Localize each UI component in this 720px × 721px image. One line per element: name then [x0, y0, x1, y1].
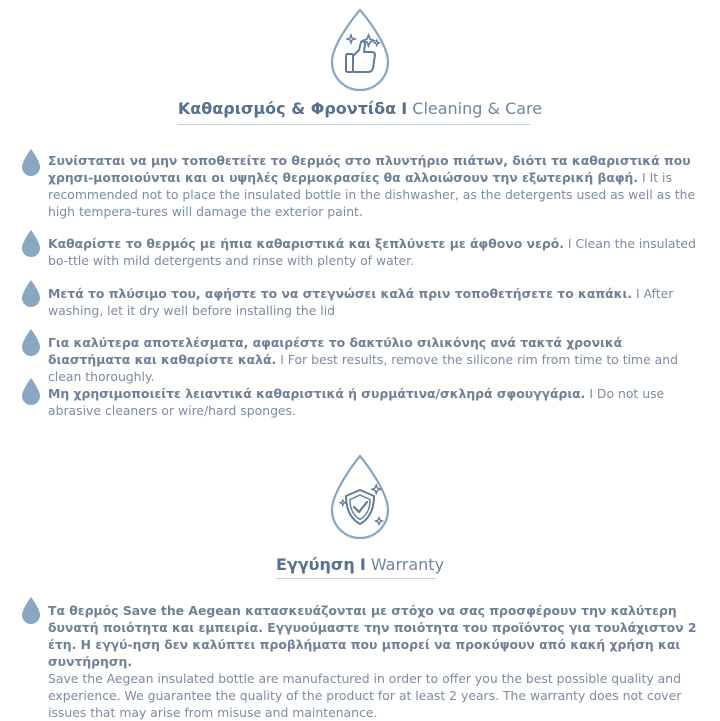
cleaning-heading-gr: Καθαρισμός & Φροντίδα [177, 99, 397, 118]
cleaning-drop-icon [320, 6, 400, 94]
bullet-drop-icon [21, 377, 41, 405]
bullet-drop-icon [21, 148, 41, 176]
bullet-drop-icon [21, 229, 41, 257]
warranty-heading-gr: Εγγύηση [275, 555, 355, 574]
bullet-drop-icon [21, 279, 41, 307]
cleaning-item-4: Για καλύτερα αποτελέσματα, αφαιρέστε το δακτύλιο σιλικόνης ανά τακτά χρονικά διαστήματα και καθαρίστε καλά. I For best results, remove the silicone rim from time to time and clean thoroughly. [48, 335, 678, 384]
bullet-drop-icon [21, 328, 41, 356]
warranty-drop-icon [320, 452, 400, 542]
warranty-heading-rule [276, 578, 436, 579]
cleaning-heading-en: Cleaning & Care [412, 99, 543, 118]
cleaning-heading [0, 99, 720, 118]
cleaning-item-1: Συνίσταται να μην τοποθετείτε το θερμός στο πλυντήριο πιάτων, διότι τα καθαριστικά που χρησι-μοποιούνται και οι υψηλές θερμοκρασίες θα αλλοιώσουν την εξωτερική βαφή. I It is recommended not to place the insulated bottle in the dishwasher, as the detergents used as well as the high tempera-tures will damage the exterior paint. [48, 153, 696, 219]
cleaning-item-5: Μη χρησιμοποιείτε λειαντικά καθαριστικά ή συρμάτινα/σκληρά σφουγγάρια. I Do not use abrasive cleaners or wire/hard sponges. [48, 386, 665, 418]
warranty-heading-en: Warranty [370, 555, 445, 574]
cleaning-heading-rule [178, 124, 530, 125]
heading-separator: I [359, 555, 366, 574]
cleaning-item-2: Καθαρίστε το θερμός με ήπια καθαριστικά και ξεπλύνετε με άφθονο νερό. I Clean the insulated bo-ttle with mild detergents and rinse with plenty of water. [48, 236, 696, 268]
warranty-heading [0, 555, 720, 574]
warranty-item-1: Τα θερμός Save the Aegean κατασκευάζονται με στόχο να σας προσφέρουν την καλύτερη δυνατή ποιότητα και εμπειρία. Εγγυούμαστε την ποιότητα του προϊόντος για τουλάχιστον 2 έτη. Η εγγύ-ηση δεν καλύπτει προβλήματα που μπορεί να προκύψουν από κακή χρήση και συντήρηση. Save the Aegean insulated bottle are manufactured in order to offer you the best possible quality and experience. We guarantee the quality of the product for at least 2 years. The warranty does not cover issues that may arise from misuse and maintenance. [48, 603, 697, 720]
bullet-drop-icon [21, 596, 41, 624]
cleaning-item-3: Μετά το πλύσιμο του, αφήστε το να στεγνώσει καλά πριν τοποθετήσετε το καπάκι. I After washing, let it dry well before installing the lid [48, 286, 674, 318]
heading-separator: I [401, 99, 408, 118]
